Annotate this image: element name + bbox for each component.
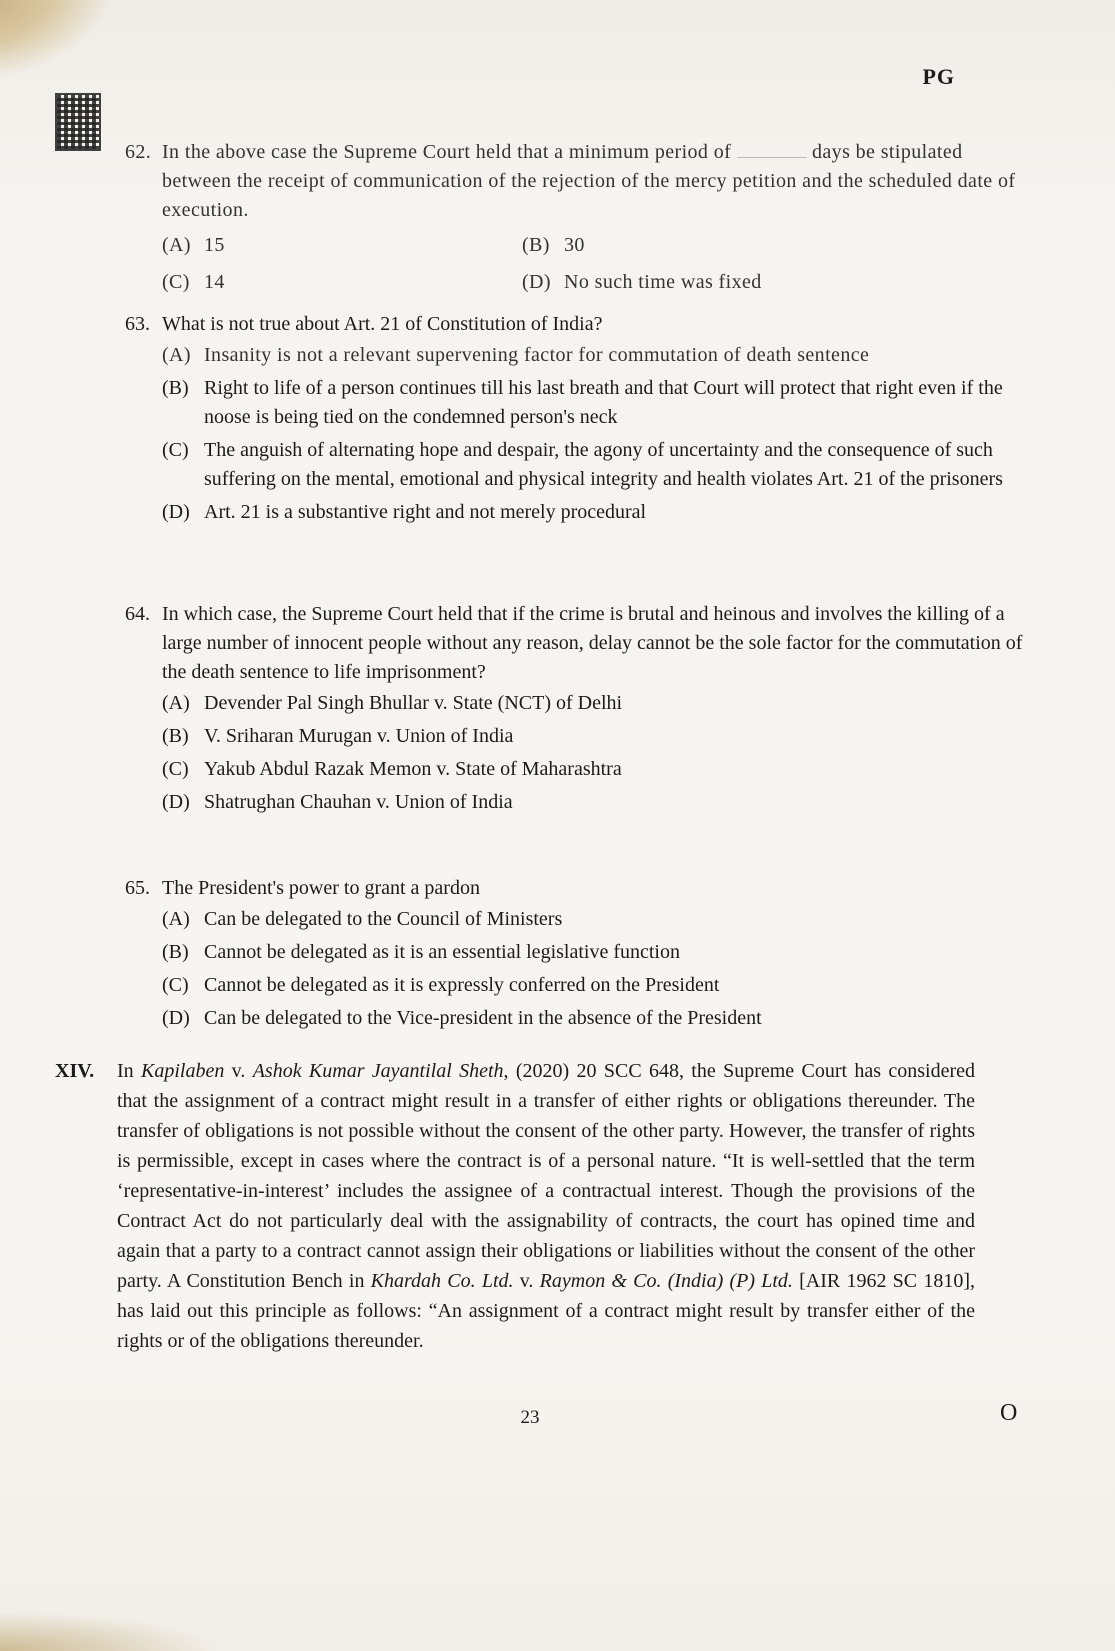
option-d — [522, 268, 922, 297]
option-letter: (D) — [162, 791, 190, 813]
passage-number: XIV. — [55, 1060, 95, 1082]
option-text: Cannot be delegated as it is expressly conferred on the President — [204, 974, 720, 996]
option-c — [162, 268, 522, 297]
case-name: Khardah Co. Ltd. — [370, 1270, 514, 1292]
option-letter: (C) — [162, 439, 189, 461]
option-letter: (D) — [162, 501, 190, 523]
option-text: Insanity is not a relevant supervening factor for commutation of death sentence — [204, 344, 870, 366]
option-a — [162, 905, 1025, 934]
option-letter: (B) — [162, 725, 189, 747]
answer-blank — [737, 143, 807, 158]
option-text: Art. 21 is a substantive right and not merely procedural — [204, 501, 647, 523]
option-text: No such time was fixed — [564, 271, 762, 293]
page-number: 23 — [520, 1407, 540, 1428]
series-code: O — [1000, 1400, 1018, 1426]
option-text: Can be delegated to the Vice-president in the absence of the President — [204, 1007, 762, 1029]
question-text-after: days be stipulated between the receipt of communication of the rejection of the mercy petition and the scheduled date of execution. — [162, 141, 1016, 221]
question-number: 64. — [125, 603, 150, 625]
option-b — [162, 938, 1025, 967]
option-text: Yakub Abdul Razak Memon v. State of Maharashtra — [204, 758, 622, 780]
options-list — [162, 689, 1025, 817]
options-list — [162, 341, 1025, 527]
option-b — [162, 722, 1025, 751]
question-64 — [125, 600, 1025, 821]
page-bottom-shadow — [0, 1611, 220, 1651]
option-letter: (B) — [522, 234, 550, 256]
options-list — [162, 905, 1025, 1033]
passage-body: [AIR 1962 SC 1810], has laid out this principle as follows: “An assignment of a contract might result by transfer either of the rights or of the obligations thereunder. — [117, 1270, 976, 1352]
option-text: 15 — [204, 234, 225, 256]
question-text: What is not true about Art. 21 of Constitution of India? — [162, 313, 603, 335]
option-text: Shatrughan Chauhan v. Union of India — [204, 791, 513, 813]
passage-xiv — [55, 1056, 975, 1356]
question-number: 62. — [125, 141, 152, 163]
question-63 — [125, 310, 1025, 531]
option-a — [162, 341, 1025, 370]
option-b — [162, 374, 1025, 432]
option-d — [162, 1004, 1025, 1033]
option-b — [522, 231, 922, 260]
case-name: Ashok Kumar Jayantilal Sheth — [252, 1060, 504, 1082]
barcode-icon — [55, 93, 101, 151]
question-text: In which case, the Supreme Court held that if the crime is brutal and heinous and involves the killing of a large number of innocent people without any reason, delay cannot be the sole factor for the commutation of the death sentence to life imprisonment? — [162, 603, 1023, 683]
question-number: 65. — [125, 877, 150, 899]
question-text-before: In the above case the Supreme Court held that a minimum period of — [162, 141, 732, 163]
option-d — [162, 788, 1025, 817]
option-text: 14 — [204, 271, 225, 293]
question-text — [162, 138, 1025, 225]
set-code: PG — [922, 64, 955, 89]
option-text: 30 — [564, 234, 585, 256]
option-c — [162, 971, 1025, 1000]
case-versus: v. — [519, 1270, 534, 1292]
option-a — [162, 689, 1025, 718]
option-text: Right to life of a person continues till his last breath and that Court will protect that right even if the noose is being tied on the condemned person's neck — [204, 377, 1003, 428]
question-62 — [125, 138, 1025, 297]
option-letter: (C) — [162, 974, 189, 996]
question-65 — [125, 874, 1025, 1037]
option-letter: (A) — [162, 692, 190, 714]
page-corner-shadow — [0, 0, 130, 85]
option-letter: (C) — [162, 758, 189, 780]
option-text: Cannot be delegated as it is an essential legislative function — [204, 941, 680, 963]
option-a — [162, 231, 522, 260]
option-letter: (D) — [162, 1007, 190, 1029]
option-letter: (A) — [162, 234, 191, 256]
question-text: The President's power to grant a pardon — [162, 877, 480, 899]
option-letter: (A) — [162, 344, 191, 366]
option-letter: (B) — [162, 377, 189, 399]
case-versus: v. — [231, 1060, 246, 1082]
option-text: The anguish of alternating hope and despair, the agony of uncertainty and the consequence of such suffering on the mental, emotional and physical integrity and health violates Art. 21 of the prisoners — [204, 439, 1003, 490]
option-c — [162, 436, 1025, 494]
question-number: 63. — [125, 313, 150, 335]
passage-body: , (2020) 20 SCC 648, the Supreme Court has considered that the assignment of a contract might result in a transfer of either rights or obligations thereunder. The transfer of obligations is not possible without the consent of the other party. However, the transfer of rights is permissible, except in cases where the contract is of a personal nature. “It is well-settled that the term ‘representative-in-interest’ includes the assignee of a contractual interest. Though the provisions of the Contract Act do not particularly deal with the assignability of contracts, the court has opined time and again that a party to a contract cannot assign their obligations or liabilities without the consent of the other party. A Constitution Bench in — [117, 1060, 975, 1292]
option-letter: (D) — [522, 271, 551, 293]
option-letter: (B) — [162, 941, 189, 963]
options-grid — [162, 231, 1025, 297]
option-c — [162, 755, 1025, 784]
passage-text — [117, 1056, 975, 1356]
case-name: Raymon & Co. (India) (P) Ltd. — [539, 1270, 793, 1292]
case-name: Kapilaben — [141, 1060, 225, 1082]
option-letter: (A) — [162, 908, 190, 930]
option-text: Can be delegated to the Council of Ministers — [204, 908, 563, 930]
option-d — [162, 498, 1025, 527]
option-letter: (C) — [162, 271, 190, 293]
option-text: Devender Pal Singh Bhullar v. State (NCT) of Delhi — [204, 692, 623, 714]
option-text: V. Sriharan Murugan v. Union of India — [204, 725, 514, 747]
passage-intro: In — [117, 1060, 134, 1082]
